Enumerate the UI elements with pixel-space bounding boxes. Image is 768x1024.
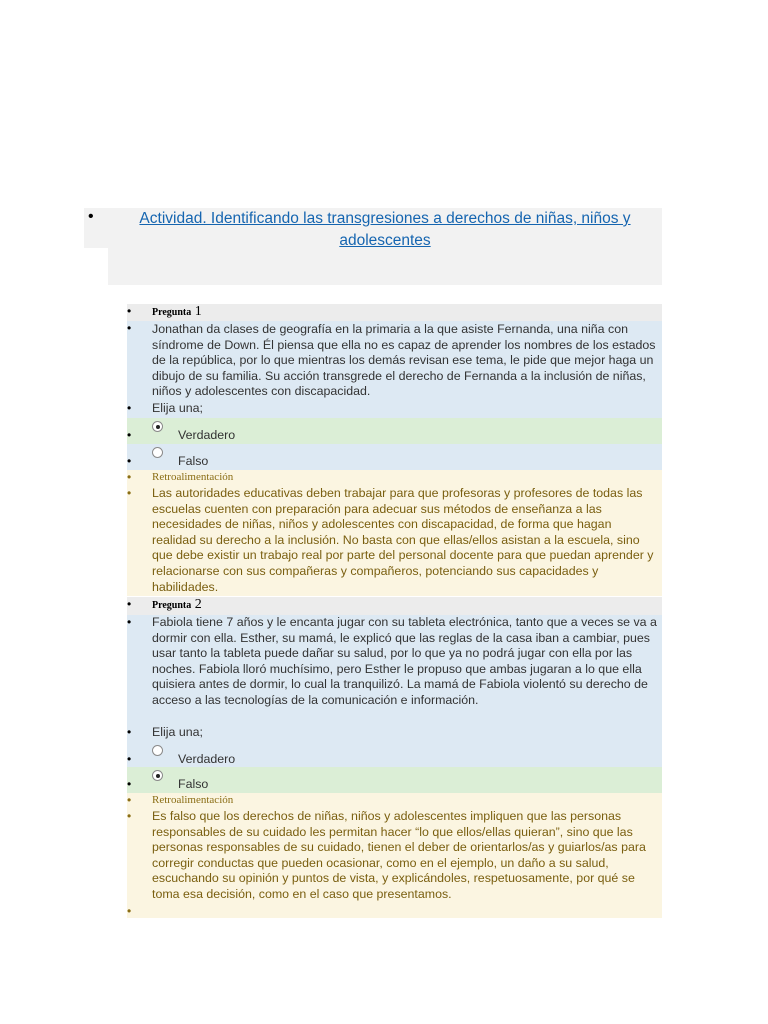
radio-button-falso[interactable] <box>152 447 163 458</box>
option-label: Verdadero <box>178 752 236 766</box>
activity-title-link[interactable]: Actividad. Identificando las transgresiones a derechos de niñas, niños y adolescentes <box>139 210 631 249</box>
list-bullet: • <box>127 777 132 791</box>
list-bullet: • <box>127 725 132 739</box>
feedback-label: Retroalimentación <box>152 471 234 483</box>
question-text-row <box>127 321 662 401</box>
list-bullet: • <box>127 486 132 500</box>
question-label: Pregunta <box>152 307 192 318</box>
radio-button-verdadero[interactable] <box>152 745 163 756</box>
list-bullet: • <box>127 454 132 468</box>
list-bullet: • <box>127 428 132 442</box>
question-header <box>127 304 662 321</box>
option-row[interactable] <box>127 444 662 470</box>
feedback-text: Es falso que los derechos de niñas, niños y adolescentes impliquen que las personas responsables de su cuidado les permitan hacer “lo que ellos/ellas quieran”, sino que las personas responsables de su cuidado, tienen el deber de orientarlos/as y guiarlos/as para corregir conductas que pueden ocasionar, como en el ejemplo, un daño a su salud, escuchando su opinión y puntos de vista, y explicándoles, respetuosamente, por qué se toma esa decisión, como en el caso que presentamos. <box>152 809 646 901</box>
option-row[interactable] <box>127 767 662 793</box>
prompt-row <box>127 401 662 418</box>
list-bullet: • <box>127 809 132 823</box>
list-bullet: • <box>127 470 132 484</box>
radio-button-verdadero[interactable] <box>152 421 163 432</box>
list-bullet: • <box>127 793 132 807</box>
header-notch <box>84 248 108 285</box>
list-bullet: • <box>127 304 132 318</box>
question-text-row <box>127 615 662 725</box>
question-header <box>127 597 662 615</box>
feedback-label: Retroalimentación <box>152 794 234 806</box>
list-bullet: • <box>127 752 132 766</box>
feedback-text: Las autoridades educativas deben trabajar para que profesoras y profesores de todas las escuelas cuenten con preparación para adecuar sus métodos de enseñanza a las necesidades de niñas, niños y adolescentes con discapacidad, de forma que hagan realidad su derecho a la inclusión. No basta con que ellas/ellos asistan a la escuela, sino que debe existir un trabajo real por parte del personal docente para que puedan aprender y relacionarse con sus compañeras y compañeros, potenciando sus capacidades y habilidades. <box>152 486 654 594</box>
list-bullet: • <box>127 321 132 335</box>
feedback-header <box>127 793 662 809</box>
option-label: Falso <box>178 777 209 791</box>
radio-button-falso[interactable] <box>152 770 163 781</box>
question-number: 1 <box>194 304 202 319</box>
list-bullet: • <box>88 208 94 225</box>
feedback-row <box>127 486 662 596</box>
feedback-header <box>127 470 662 486</box>
empty-list-item <box>127 904 662 918</box>
list-bullet: • <box>127 904 132 918</box>
prompt-row <box>127 725 662 742</box>
question-text: Jonathan da clases de geografía en la primaria a la que asiste Fernanda, una niña con síndrome de Down. Él piensa que ella no es capaz de aprender los nombres de los estados de la república, por lo que mientras los demás revisan ese tema, le pide que mejor haga un dibujo de su familia. Su acción transgrede el derecho de Fernanda a la inclusión de niñas, niños y adolescentes con discapacidad. <box>152 322 656 399</box>
list-bullet: • <box>127 401 132 415</box>
option-label: Falso <box>178 454 209 468</box>
list-bullet: • <box>127 615 132 629</box>
list-bullet: • <box>127 597 132 611</box>
option-row[interactable] <box>127 742 662 767</box>
question-prompt: Elija una; <box>152 725 203 739</box>
question-text: Fabiola tiene 7 años y le encanta jugar con su tableta electrónica, tanto que a veces se va a dormir con ella. Esther, su mamá, le explicó que las reglas de la casa iban a cambiar, pues usar tanto la tableta puede dañar su salud, por lo que ya no podrá jugar con ella por las noches. Fabiola lloró muchísimo, pero Esther le propuso que ambas jugaran a lo que ella quisiera antes de dormir, lo cual la tranquilizó. La mamá de Fabiola violentó su derecho de acceso a las tecnologías de la comunicación e información. <box>152 615 657 707</box>
option-label: Verdadero <box>178 428 236 442</box>
question-label: Pregunta <box>152 600 192 611</box>
feedback-row <box>127 809 662 904</box>
question-number: 2 <box>194 597 202 612</box>
option-row[interactable] <box>127 418 662 444</box>
question-prompt: Elija una; <box>152 401 203 415</box>
